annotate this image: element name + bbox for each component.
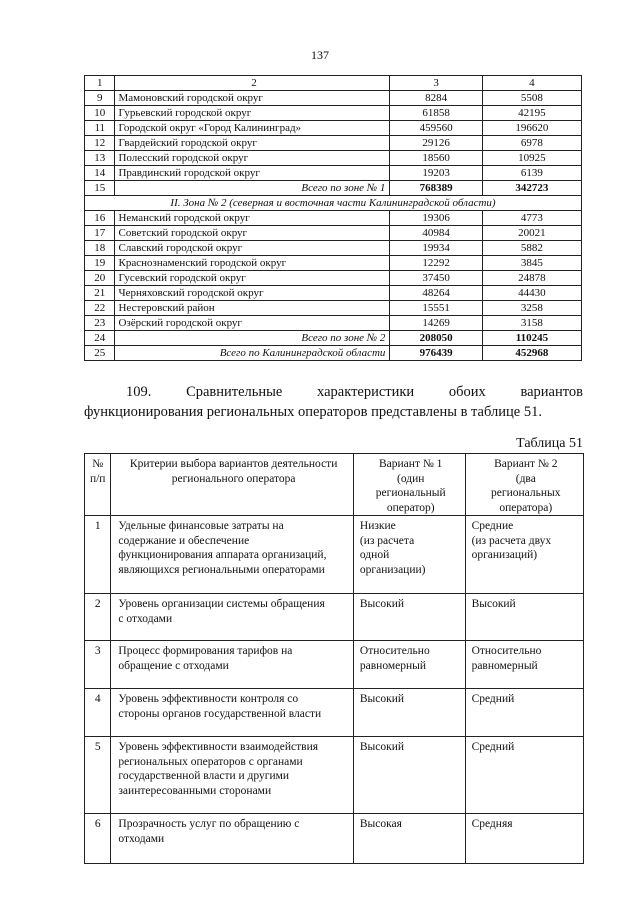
total-col3: 976439: [390, 346, 482, 361]
total-col3: 208050: [390, 331, 482, 346]
row-number: 4: [85, 689, 111, 737]
value-col4: 20021: [482, 226, 581, 241]
total-row: [85, 346, 582, 361]
row-number: 2: [85, 594, 111, 641]
variant-1-value: Относительно равномерный: [353, 641, 465, 689]
value-col3: 19203: [390, 166, 482, 181]
total-label: Всего по зоне № 2: [115, 331, 390, 346]
table-row: [85, 316, 582, 331]
header-variant-1: Вариант № 1 (один региональный оператор): [353, 454, 465, 516]
variant-1-value: Низкие (из расчета одной организации): [353, 516, 465, 594]
row-number: 6: [85, 814, 111, 864]
row-number: 16: [85, 211, 115, 226]
comparison-table: [84, 453, 584, 864]
table-row: [85, 689, 584, 737]
value-col3: 12292: [390, 256, 482, 271]
municipality-name: Гусевский городской округ: [115, 271, 390, 286]
value-col4: 5882: [482, 241, 581, 256]
value-col3: 19306: [390, 211, 482, 226]
total-col4: 342723: [482, 181, 581, 196]
municipality-name: Краснознаменский городской округ: [115, 256, 390, 271]
row-number: 19: [85, 256, 115, 271]
table-row: [85, 226, 582, 241]
zone-row: [85, 196, 582, 211]
table-row: [85, 271, 582, 286]
row-number: 3: [85, 641, 111, 689]
municipality-name: Славский городской округ: [115, 241, 390, 256]
total-row: [85, 331, 582, 346]
table-row: [85, 286, 582, 301]
row-number: 11: [85, 121, 115, 136]
value-col4: 3845: [482, 256, 581, 271]
row-number: 25: [85, 346, 115, 361]
header-row: [85, 454, 584, 516]
header-variant-2: Вариант № 2 (два региональных оператора): [465, 454, 583, 516]
total-col4: 452968: [482, 346, 581, 361]
row-number: 24: [85, 331, 115, 346]
value-col4: 44430: [482, 286, 581, 301]
row-number: 5: [85, 737, 111, 814]
municipality-name: Правдинский городской округ: [115, 166, 390, 181]
table-row: [85, 166, 582, 181]
value-col4: 10925: [482, 151, 581, 166]
value-col3: 40984: [390, 226, 482, 241]
header-row: [85, 76, 582, 91]
value-col4: 196620: [482, 121, 581, 136]
table-row: [85, 121, 582, 136]
value-col4: 24878: [482, 271, 581, 286]
total-label: Всего по зоне № 1: [115, 181, 390, 196]
total-row: [85, 181, 582, 196]
municipality-name: Полесский городской округ: [115, 151, 390, 166]
column-number-cell: 4: [482, 76, 581, 91]
row-number: 21: [85, 286, 115, 301]
row-number: 17: [85, 226, 115, 241]
paragraph-line: функционирования региональных операторов представлены в таблице 51.: [84, 404, 542, 420]
variant-2-value: Средний: [465, 689, 583, 737]
variant-2-value: Относительно равномерный: [465, 641, 583, 689]
variant-1-value: Высокий: [353, 737, 465, 814]
table-row: [85, 106, 582, 121]
row-number: 13: [85, 151, 115, 166]
value-col3: 15551: [390, 301, 482, 316]
criteria-text: Уровень организации системы обращения с отходами: [111, 594, 354, 641]
row-number: 12: [85, 136, 115, 151]
value-col3: 29126: [390, 136, 482, 151]
table-row: [85, 151, 582, 166]
row-number: 22: [85, 301, 115, 316]
value-col4: 5508: [482, 91, 581, 106]
value-col4: 6139: [482, 166, 581, 181]
table-row: [85, 641, 584, 689]
row-number: 14: [85, 166, 115, 181]
table-row: [85, 256, 582, 271]
municipality-name: Нестеровский район: [115, 301, 390, 316]
value-col3: 8284: [390, 91, 482, 106]
column-number-cell: 2: [115, 76, 390, 91]
total-label: Всего по Калининградской области: [115, 346, 390, 361]
variant-1-value: Высокий: [353, 594, 465, 641]
paragraph-109: [84, 382, 583, 422]
value-col4: 6978: [482, 136, 581, 151]
municipality-name: Гвардейский городской округ: [115, 136, 390, 151]
paragraph-line: 109. Сравнительные характеристики обоих вариантов: [126, 384, 583, 400]
population-table: [84, 75, 582, 361]
header-criteria: Критерии выбора вариантов деятельности регионального оператора: [111, 454, 354, 516]
value-col3: 61858: [390, 106, 482, 121]
criteria-text: Процесс формирования тарифов на обращение с отходами: [111, 641, 354, 689]
table-row: [85, 91, 582, 106]
row-number: 1: [85, 516, 111, 594]
municipality-name: Озёрский городской округ: [115, 316, 390, 331]
zone-title: II. Зона № 2 (северная и восточная части Калининградской области): [85, 196, 582, 211]
municipality-name: Советский городской округ: [115, 226, 390, 241]
table-row: [85, 301, 582, 316]
header-number: № п/п: [85, 454, 111, 516]
table-caption: Таблица 51: [516, 436, 583, 451]
variant-1-value: Высокий: [353, 689, 465, 737]
criteria-text: Уровень эффективности взаимодействия региональных операторов с органами государственной власти и другими заинтересованными сторонами: [111, 737, 354, 814]
criteria-text: Удельные финансовые затраты на содержание и обеспечение функционирования аппарата организаций, являющихся региональными операторами: [111, 516, 354, 594]
table-row: [85, 814, 584, 864]
column-number-cell: 1: [85, 76, 115, 91]
municipality-name: Мамоновский городской округ: [115, 91, 390, 106]
variant-2-value: Средний: [465, 737, 583, 814]
value-col4: 3258: [482, 301, 581, 316]
municipality-name: Неманский городской округ: [115, 211, 390, 226]
table-row: [85, 516, 584, 594]
variant-2-value: Средние (из расчета двух организаций): [465, 516, 583, 594]
value-col4: 42195: [482, 106, 581, 121]
municipality-name: Черняховский городской округ: [115, 286, 390, 301]
value-col3: 48264: [390, 286, 482, 301]
variant-2-value: Средняя: [465, 814, 583, 864]
value-col3: 14269: [390, 316, 482, 331]
value-col4: 3158: [482, 316, 581, 331]
row-number: 9: [85, 91, 115, 106]
row-number: 23: [85, 316, 115, 331]
table-row: [85, 241, 582, 256]
table-row: [85, 211, 582, 226]
row-number: 10: [85, 106, 115, 121]
row-number: 20: [85, 271, 115, 286]
value-col3: 459560: [390, 121, 482, 136]
municipality-name: Городской округ «Город Калининград»: [115, 121, 390, 136]
table-row: [85, 594, 584, 641]
variant-2-value: Высокий: [465, 594, 583, 641]
page-number: 137: [311, 48, 329, 62]
total-col4: 110245: [482, 331, 581, 346]
criteria-text: Уровень эффективности контроля со стороны органов государственной власти: [111, 689, 354, 737]
total-col3: 768389: [390, 181, 482, 196]
municipality-name: Гурьевский городской округ: [115, 106, 390, 121]
value-col4: 4773: [482, 211, 581, 226]
value-col3: 37450: [390, 271, 482, 286]
column-number-cell: 3: [390, 76, 482, 91]
criteria-text: Прозрачность услуг по обращению с отходами: [111, 814, 354, 864]
row-number: 18: [85, 241, 115, 256]
variant-1-value: Высокая: [353, 814, 465, 864]
table-row: [85, 737, 584, 814]
table-row: [85, 136, 582, 151]
value-col3: 18560: [390, 151, 482, 166]
value-col3: 19934: [390, 241, 482, 256]
row-number: 15: [85, 181, 115, 196]
